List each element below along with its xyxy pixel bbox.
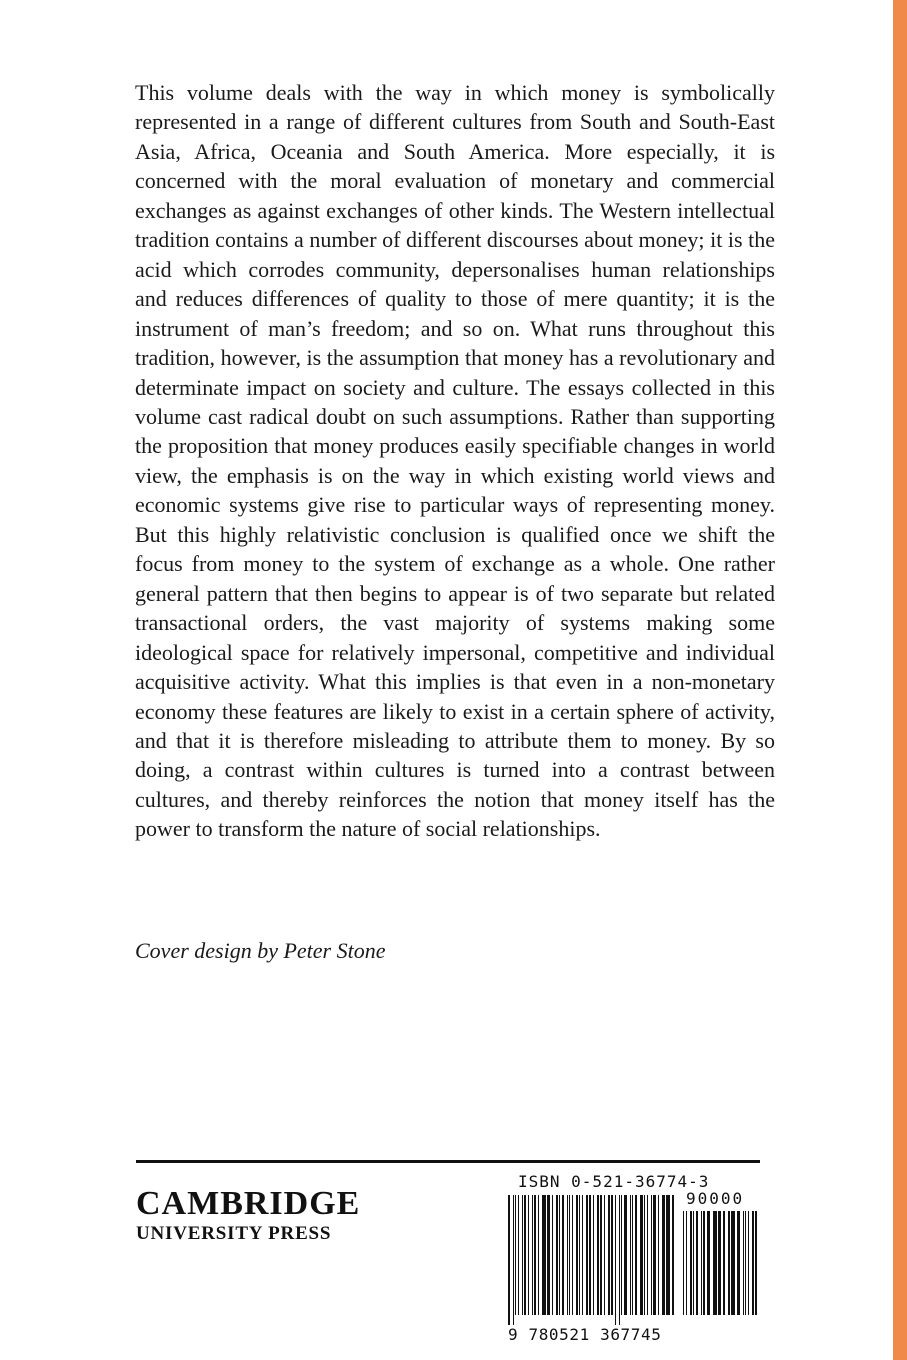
barcode-bar <box>653 1195 656 1315</box>
barcode-bar <box>538 1195 539 1315</box>
barcode-bar <box>615 1195 616 1325</box>
addon-digits: 90000 <box>686 1189 745 1208</box>
barcode-bar <box>522 1195 523 1315</box>
barcode-bar <box>690 1211 692 1315</box>
spine-edge <box>893 0 907 1360</box>
isbn-label: ISBN 0-521-36774-3 <box>518 1172 710 1191</box>
barcode-bar <box>755 1211 757 1315</box>
barcode-bar <box>567 1195 568 1315</box>
barcode-bar <box>556 1195 558 1315</box>
barcode-bar <box>608 1195 610 1315</box>
barcode-bar <box>593 1195 594 1315</box>
barcode-bar <box>658 1195 659 1315</box>
barcode-bar <box>752 1211 754 1315</box>
barcode-bar <box>611 1195 613 1315</box>
barcode-bar <box>718 1211 721 1315</box>
barcode-bar <box>666 1195 670 1315</box>
barcode-bar <box>630 1195 631 1315</box>
barcode-bar <box>579 1195 580 1315</box>
barcode-bar <box>621 1195 622 1315</box>
barcode-bar <box>672 1195 674 1315</box>
barcode-bar <box>559 1195 560 1315</box>
barcode-bar <box>576 1195 578 1315</box>
barcode-bar <box>518 1195 519 1315</box>
barcode-bar <box>569 1195 570 1315</box>
barcode-bar <box>632 1195 633 1315</box>
barcode-bar <box>528 1195 529 1315</box>
cover-credit: Cover design by Peter Stone <box>135 938 386 963</box>
barcode-bar <box>701 1211 702 1315</box>
barcode-bar <box>547 1195 550 1315</box>
publisher-logo <box>136 1186 360 1246</box>
barcode-bar <box>745 1211 746 1315</box>
barcode-bar <box>731 1211 735 1315</box>
barcode-bar <box>552 1195 553 1315</box>
barcode-bar <box>707 1211 710 1315</box>
barcode-bar <box>723 1211 725 1315</box>
barcode-bar <box>737 1211 740 1315</box>
ean-digits: 9 780521 367745 <box>508 1325 662 1344</box>
barcode-bar <box>508 1195 510 1325</box>
publisher-subtitle: UNIVERSITY PRESS <box>136 1223 332 1244</box>
barcode-bar <box>586 1195 588 1315</box>
barcode-bar <box>748 1211 749 1315</box>
barcode-bar <box>524 1195 526 1315</box>
barcode-bar <box>624 1195 627 1315</box>
blurb-text: This volume deals with the way in which money is symbolically represented in a range of different cultures from South and South-East Asia, Africa, Oceania and South America. More especially, it is concerned with the moral evaluation of monetary and commercial exchanges as against exchanges of other kinds. The Western intellectual tradition contains a number of different discourses about money; it is the acid which corrodes community, depersonalises human relationships and reduces differences of quality to those of mere quantity; it is the instrument of man’s freedom; and so on. What runs throughout this tradition, however, is the assumption that money has a revolutionary and determinate impact on society and culture. The essays collected in this volume cast radical doubt on such assumptions. Rather than supporting the proposition that money produces easily specifiable changes in world view, the emphasis is on the way in which existing world views and economic systems give rise to particular ways of representing money. But this highly relativistic conclusion is qualified once we shift the focus from money to the system of exchange as a whole. One rather general pattern that then begins to appear is of two separate but related transactional orders, the vast majority of systems making some ideological space for relatively impersonal, competitive and individual acquisitive activity. What this implies is that even in a non-monetary economy these features are likely to exist in a certain sphere of activity, and that it is therefore misleading to attribute them to money. By so doing, a contrast within cultures is turned into a contrast between cultures, and thereby reinforces the notion that money itself has the power to transform the nature of social relationships. <box>135 80 775 842</box>
barcode-bar <box>743 1211 744 1315</box>
publisher-name: CAMBRIDGE <box>136 1185 361 1222</box>
barcode-bar <box>693 1211 694 1315</box>
barcode-bar <box>515 1195 516 1315</box>
barcode-bar <box>562 1195 564 1315</box>
barcode-bar <box>713 1211 717 1315</box>
barcode-bar <box>542 1195 546 1315</box>
barcode-bar <box>703 1211 705 1315</box>
barcode-bar <box>728 1211 730 1315</box>
barcode-bar <box>662 1195 665 1315</box>
barcode-bar <box>582 1195 583 1315</box>
barcode-bar <box>532 1195 533 1315</box>
barcode-bar <box>647 1195 648 1315</box>
divider-rule <box>136 1160 760 1163</box>
barcode-bar <box>589 1195 591 1315</box>
barcode-bar <box>696 1211 698 1315</box>
barcode-bar <box>644 1195 645 1315</box>
barcode-bar <box>619 1195 620 1325</box>
barcode-bar <box>640 1195 643 1315</box>
barcode-bar <box>635 1195 637 1315</box>
barcode-bar <box>572 1195 573 1315</box>
barcode-bar <box>683 1211 684 1315</box>
barcode-bar <box>600 1195 602 1315</box>
barcode-bar <box>597 1195 599 1315</box>
barcode-bar <box>686 1211 687 1315</box>
barcode-bar <box>604 1195 605 1315</box>
barcode-icon <box>508 1195 676 1325</box>
barcode-bar <box>513 1195 514 1325</box>
addon-barcode-icon <box>683 1211 761 1325</box>
barcode-bar <box>651 1195 652 1315</box>
barcode-bar <box>534 1195 536 1315</box>
